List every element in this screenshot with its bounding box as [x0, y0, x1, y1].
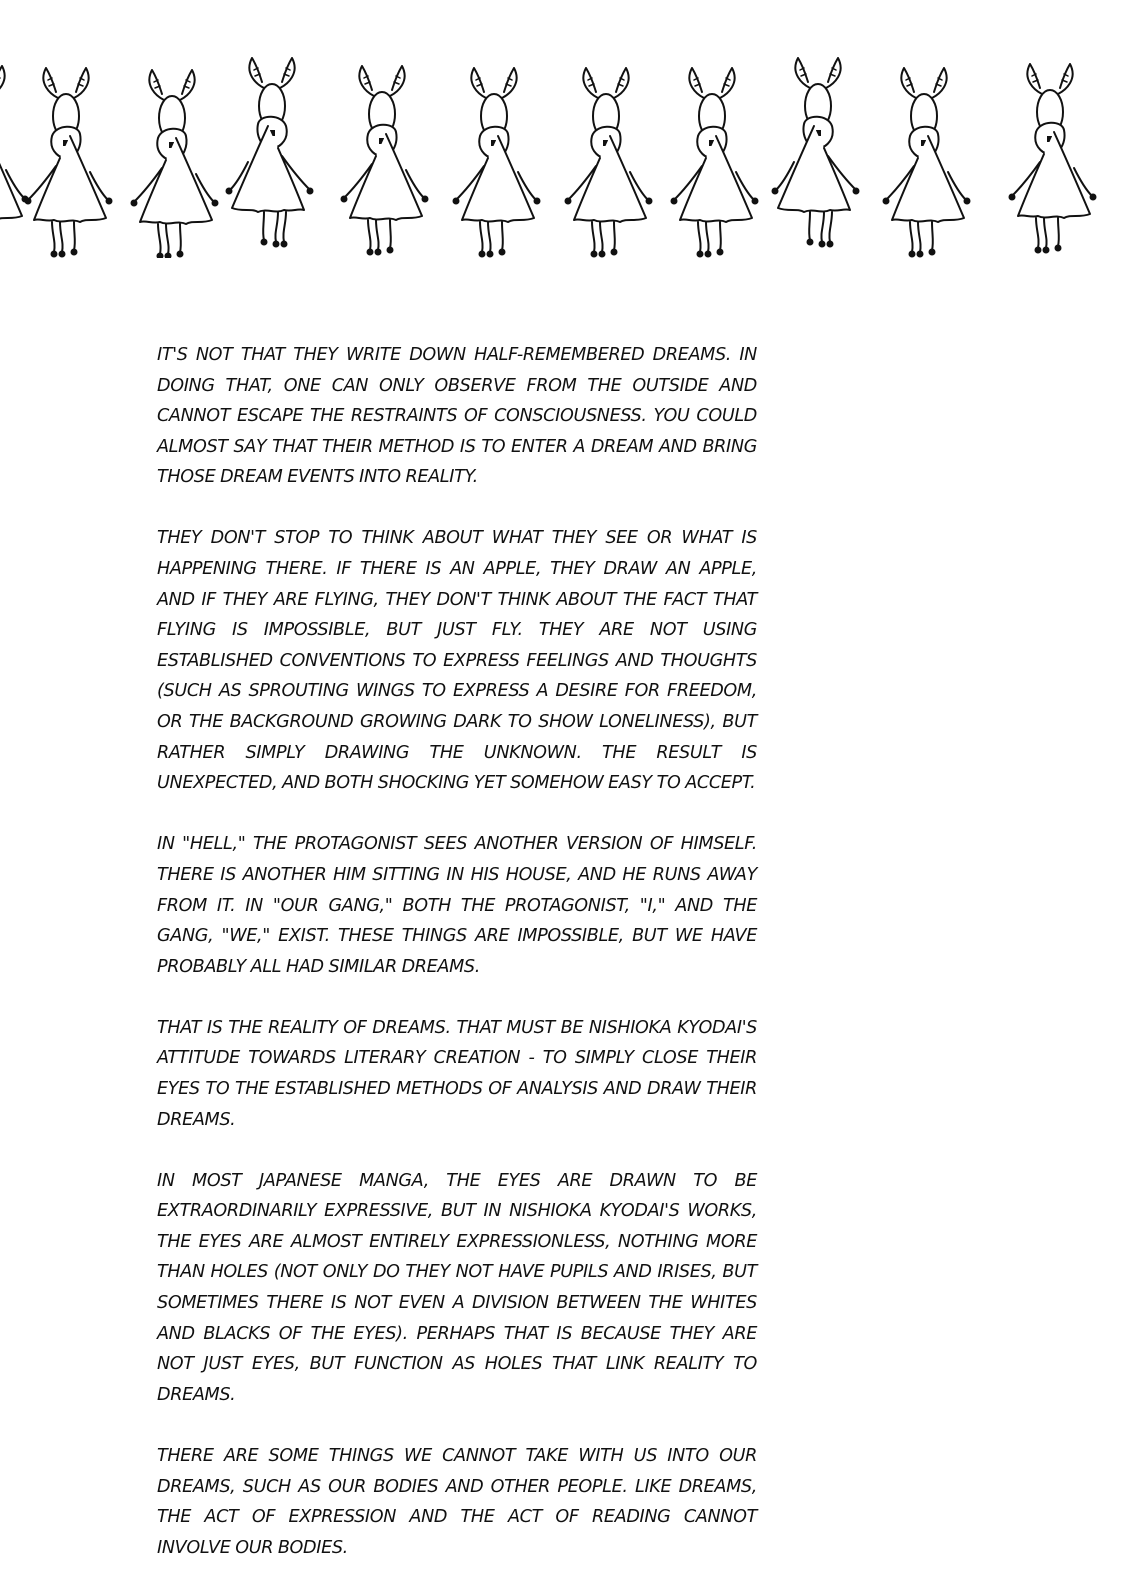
winged-figure-icon — [884, 68, 970, 257]
paragraph: IN MOST JAPANESE MANGA, THE EYES ARE DRAWN TO BE EXTRAORDINARILY EXPRESSIVE, BUT IN NISHIOKA KYODAI'S WORKS, THE EYES ARE ALMOST ENTIRELY EXPRESSIONLESS, NOTHING MORE THAN HOLES (NOT ONLY DO THEY NOT HAVE PUPILS AND IRISES, BUT SOMETIMES THERE IS NOT EVEN A DIVISION BETWEEN THE WHITES AND BLACKS OF THE EYES). PERHAPS THAT IS BECAUSE THEY ARE NOT JUST EYES, BUT FUNCTION AS HOLES THAT LINK REALITY TO DREAMS. — [157, 1170, 757, 1405]
winged-figure-icon — [672, 68, 758, 257]
paragraph: THEY DON'T STOP TO THINK ABOUT WHAT THEY SEE OR WHAT IS HAPPENING THERE. IF THERE IS AN APPLE, THEY DRAW AN APPLE, AND IF THEY ARE FLYING, THEY DON'T THINK ABOUT THE FACT THAT FLYING IS IMPOSSIBLE, BUT JUST FLY. THEY ARE NOT USING ESTABLISHED CONVENTIONS TO EXPRESS FEELINGS AND THOUGHTS (SUCH AS SPROUTING WINGS TO EXPRESS A DESIRE FOR FREEDOM, OR THE BACKGROUND GROWING DARK TO SHOW LONELINESS), BUT RATHER SIMPLY DRAWING THE UNKNOWN. THE RESULT IS UNEXPECTED, AND BOTH SHOCKING YET SOMEHOW EASY TO ACCEPT. — [157, 528, 757, 794]
paragraph: IT'S NOT THAT THEY WRITE DOWN HALF-REMEMBERED DREAMS. IN DOING THAT, ONE CAN ONLY OBSERVE FROM THE OUTSIDE AND CANNOT ESCAPE THE RESTRAINTS OF CONSCIOUSNESS. YOU COULD ALMOST SAY THAT THEIR METHOD IS TO ENTER A DREAM AND BRING THOSE DREAM EVENTS INTO REALITY. — [157, 345, 757, 488]
winged-figure-icon — [1010, 64, 1096, 253]
winged-figure-icon — [0, 66, 28, 255]
winged-figure-icon — [26, 68, 112, 257]
winged-figure-icon — [454, 68, 540, 257]
winged-figure-icon — [132, 70, 218, 258]
paragraph: THERE ARE SOME THINGS WE CANNOT TAKE WITH US INTO OUR DREAMS, SUCH AS OUR BODIES AND OTHER PEOPLE. LIKE DREAMS, THE ACT OF EXPRESSION AND THE ACT OF READING CANNOT INVOLVE OUR BODIES. — [157, 1445, 757, 1558]
figure-row — [0, 38, 1123, 258]
winged-figures-illustration — [0, 38, 1123, 258]
paragraph: IN "HELL," THE PROTAGONIST SEES ANOTHER VERSION OF HIMSELF. THERE IS ANOTHER HIM SITTING IN HIS HOUSE, AND HE RUNS AWAY FROM IT. IN "OUR GANG," BOTH THE PROTAGONIST, "I," AND THE GANG, "WE," EXIST. THESE THINGS ARE IMPOSSIBLE, BUT WE HAVE PROBABLY ALL HAD SIMILAR DREAMS. — [157, 834, 757, 977]
paragraph: THAT IS THE REALITY OF DREAMS. THAT MUST BE NISHIOKA KYODAI'S ATTITUDE TOWARDS LITERARY CREATION - TO SIMPLY CLOSE THEIR EYES TO THE ESTABLISHED METHODS OF ANALYSIS AND DRAW THEIR DREAMS. — [157, 1017, 757, 1130]
article-body — [157, 340, 757, 1594]
winged-figure-icon — [773, 58, 859, 247]
winged-figure-icon — [566, 68, 652, 257]
winged-figure-icon — [227, 58, 313, 247]
winged-figure-icon — [342, 66, 428, 255]
